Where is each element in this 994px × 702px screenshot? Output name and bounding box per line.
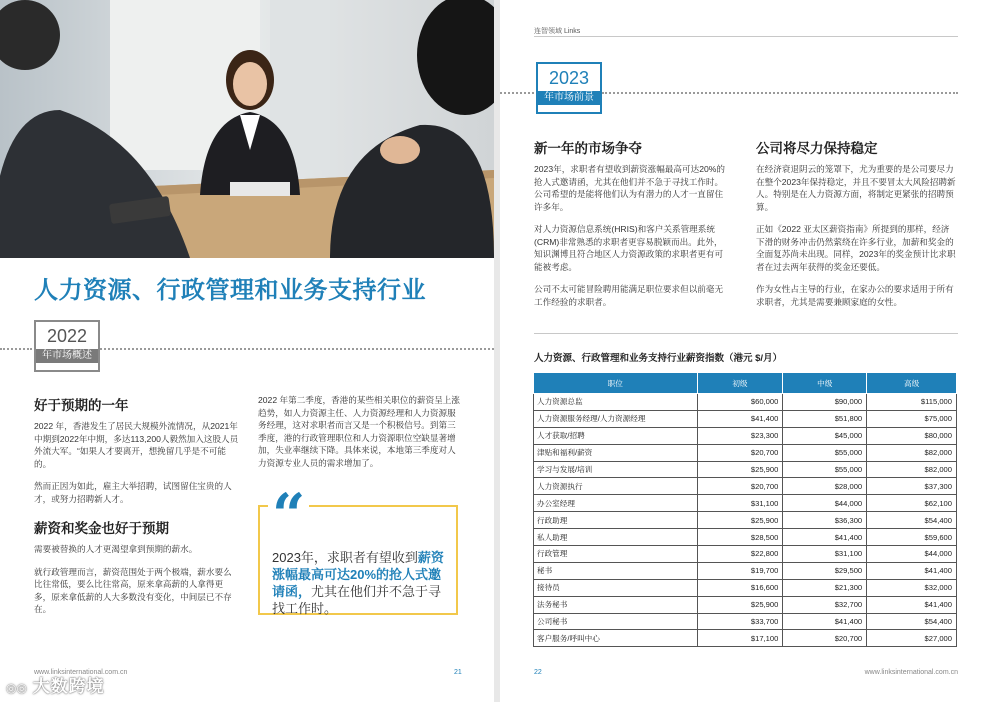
left-column [34, 394, 239, 616]
section-heading: 公司将尽力保持稳定 [756, 141, 878, 156]
position-cell: 办公室经理 [534, 495, 698, 512]
salary-table [533, 372, 957, 647]
dotted-divider [0, 348, 32, 350]
table-row [534, 579, 957, 596]
position-cell: 人力资源执行 [534, 478, 698, 495]
salary-cell: $25,900 [697, 512, 783, 529]
position-cell: 私人助理 [534, 529, 698, 546]
quote-text-part: 2023年，求职者有望收到 [272, 550, 418, 565]
position-cell: 人力资源总监 [534, 394, 698, 411]
dotted-divider [500, 92, 534, 94]
salary-cell: $33,700 [697, 613, 783, 630]
salary-cell: $54,400 [867, 512, 957, 529]
salary-cell: $45,000 [783, 427, 867, 444]
watermark-logo-icon: ◎◎ [6, 681, 27, 695]
quote-mark-icon: “ [268, 490, 309, 540]
quote-text-part: 尤其在他们并不急于寻找工作时。 [272, 584, 442, 616]
column-header: 高级 [867, 373, 957, 394]
table-row [534, 613, 957, 630]
position-cell: 秘书 [534, 562, 698, 579]
salary-cell: $19,700 [697, 562, 783, 579]
column-header: 初级 [697, 373, 783, 394]
table-row [534, 562, 957, 579]
salary-cell: $23,300 [697, 427, 783, 444]
table-row [534, 478, 957, 495]
salary-cell: $54,400 [867, 613, 957, 630]
salary-cell: $44,000 [783, 495, 867, 512]
left-page [0, 0, 494, 702]
salary-cell: $75,000 [867, 410, 957, 427]
table-row [534, 461, 957, 478]
salary-cell: $41,400 [867, 596, 957, 613]
paragraph: 2023年，求职者有望收到薪资涨幅最高可达20%的抢人式邀请函，尤其在他们并不急于寻找工作时。公司希望的是能将他们认为有潜力的人才一直留住许多年。 [534, 164, 726, 212]
paragraph: 在经济衰退阴云的笼罩下，尤为重要的是公司要尽力在整个2023年保持稳定，并且不要冒太大风险招聘新人。特别是在人力资源方面，将制定更紧张的招聘预算。 [756, 164, 956, 212]
table-row [534, 512, 957, 529]
salary-cell: $36,300 [783, 512, 867, 529]
watermark [6, 672, 105, 697]
section-heading: 薪资和奖金也好于预期 [34, 521, 169, 536]
position-cell: 客户服务/呼叫中心 [534, 630, 698, 647]
year-box-2022 [34, 320, 100, 372]
page-number: 22 [534, 669, 542, 676]
column-header: 中级 [783, 373, 867, 394]
table-header-row [534, 373, 957, 394]
dotted-divider [100, 348, 494, 350]
salary-cell: $31,100 [697, 495, 783, 512]
page-title: 人力资源、行政管理和业务支持行业 [34, 277, 426, 304]
table-row [534, 394, 957, 411]
salary-cell: $25,900 [697, 596, 783, 613]
year-label: 年市场概述 [36, 349, 98, 363]
dotted-divider [602, 92, 958, 94]
salary-cell: $20,700 [697, 478, 783, 495]
salary-cell: $28,000 [783, 478, 867, 495]
salary-cell: $28,500 [697, 529, 783, 546]
year-label: 年市场前景 [538, 91, 600, 105]
right-column [258, 394, 463, 469]
page-number: 21 [454, 669, 462, 676]
salary-cell: $90,000 [783, 394, 867, 411]
salary-cell: $80,000 [867, 427, 957, 444]
salary-cell: $60,000 [697, 394, 783, 411]
salary-cell: $20,700 [783, 630, 867, 647]
salary-cell: $51,800 [783, 410, 867, 427]
position-cell: 行政助理 [534, 512, 698, 529]
paragraph: 正如《2022 亚太区薪资指南》所提到的那样，经济下滑的财务冲击仍然萦绕在许多行业，加薪和奖金的全面复苏尚未出现。同样，2023年的奖金预计比求职者在过去两年获得的奖金还要低。 [756, 224, 956, 272]
salary-cell: $55,000 [783, 444, 867, 461]
salary-cell: $55,000 [783, 461, 867, 478]
quote-text [272, 549, 444, 617]
salary-cell: $59,600 [867, 529, 957, 546]
table-row [534, 630, 957, 647]
salary-cell: $115,000 [867, 394, 957, 411]
table-row [534, 529, 957, 546]
salary-cell: $32,000 [867, 579, 957, 596]
paragraph: 公司不太可能冒险聘用能满足职位要求但以前毫无工作经验的求职者。 [534, 284, 724, 307]
year-box-2023 [536, 62, 602, 114]
section-rule [534, 333, 958, 334]
salary-cell: $27,000 [867, 630, 957, 647]
market-column-1 [534, 137, 729, 308]
footer-url: www.linksinternational.com.cn [864, 669, 958, 676]
paragraph: 然而正因为如此，雇主大举招聘，试图留住宝贵的人才，或努力招聘新人才。 [34, 481, 232, 504]
salary-cell: $29,500 [783, 562, 867, 579]
salary-cell: $16,600 [697, 579, 783, 596]
right-page [500, 0, 994, 702]
salary-cell: $21,300 [783, 579, 867, 596]
position-cell: 接待员 [534, 579, 698, 596]
position-cell: 人力资源服务经理/人力资源经理 [534, 410, 698, 427]
paragraph: 就行政管理而言，薪资范围处于两个极端，薪水要么比往常低，要么比往常高，原来拿高薪的人拿得更多，原来拿低薪的人大多数没有变化，中间层已不存在。 [34, 566, 232, 614]
salary-cell: $41,400 [783, 529, 867, 546]
table-row [534, 596, 957, 613]
table-body [534, 394, 957, 647]
footer-url: www.linksinternational.com.cn [34, 669, 128, 676]
year-number: 2022 [46, 326, 88, 346]
section-heading: 好于预期的一年 [34, 398, 129, 413]
salary-cell: $44,000 [867, 546, 957, 563]
position-cell: 津贴和福利/薪资 [534, 444, 698, 461]
year-number: 2023 [548, 68, 590, 88]
salary-cell: $31,100 [783, 546, 867, 563]
position-cell: 学习与发展/培训 [534, 461, 698, 478]
salary-cell: $32,700 [783, 596, 867, 613]
position-cell: 行政管理 [534, 546, 698, 563]
table-row [534, 495, 957, 512]
table-title: 人力资源、行政管理和业务支持行业薪资指数（港元 $/月） [534, 353, 783, 364]
salary-cell: $17,100 [697, 630, 783, 647]
table-row [534, 444, 957, 461]
header-rule [534, 36, 958, 37]
section-heading: 新一年的市场争夺 [534, 141, 642, 156]
column-header: 职位 [534, 373, 698, 394]
paragraph: 2022 年第二季度，香港的某些相关职位的薪资呈上涨趋势，如人力资源主任、人力资源经理和人力资源服务经理，这对求职者而言又是一个积极信号。到第三季度，港的行政管理职位和人力资源职位空缺显著增加，失业率继续下降。具体来说，本地第三季度对人力资源专业人员的需求增加了。 [258, 395, 460, 468]
paragraph: 作为女性占主导的行业，在家办公的要求适用于所有求职者，尤其是需要兼顾家庭的女性。 [756, 284, 954, 307]
salary-cell: $37,300 [867, 478, 957, 495]
paragraph: 需要被替换的人才更渴望拿到预期的薪水。 [34, 544, 198, 554]
paragraph: 2022 年，香港发生了居民大规模外流情况，从2021年中期到2022年中期，多达113,200人毅然加入这股人员外流大军。“如果人才要离开，想挽留几乎是不可能的。 [34, 421, 239, 469]
salary-cell: $22,800 [697, 546, 783, 563]
position-cell: 公司秘书 [534, 613, 698, 630]
office-interview-photo [0, 0, 494, 258]
running-header: 连智领域 Links [534, 28, 581, 35]
salary-cell: $82,000 [867, 444, 957, 461]
salary-cell: $20,700 [697, 444, 783, 461]
salary-cell: $82,000 [867, 461, 957, 478]
salary-cell: $41,400 [697, 410, 783, 427]
position-cell: 法务秘书 [534, 596, 698, 613]
paragraph: 对人力资源信息系统(HRIS)和客户关系管理系统(CRM)非常熟悉的求职者更容易脱颖而出。此外，知识渊博且符合地区人力资源政策的求职者更有可能被考虑。 [534, 224, 724, 272]
table-row [534, 427, 957, 444]
position-cell: 人才获取/招聘 [534, 427, 698, 444]
table-row [534, 546, 957, 563]
salary-cell: $41,400 [867, 562, 957, 579]
watermark-text: 大数跨境 [32, 677, 105, 696]
salary-cell: $62,100 [867, 495, 957, 512]
salary-cell: $41,400 [783, 613, 867, 630]
quote-highlight: 薪资涨幅最高可达20%的抢人式邀请函， [272, 550, 444, 599]
market-column-2 [756, 137, 956, 308]
salary-cell: $25,900 [697, 461, 783, 478]
table-row [534, 410, 957, 427]
